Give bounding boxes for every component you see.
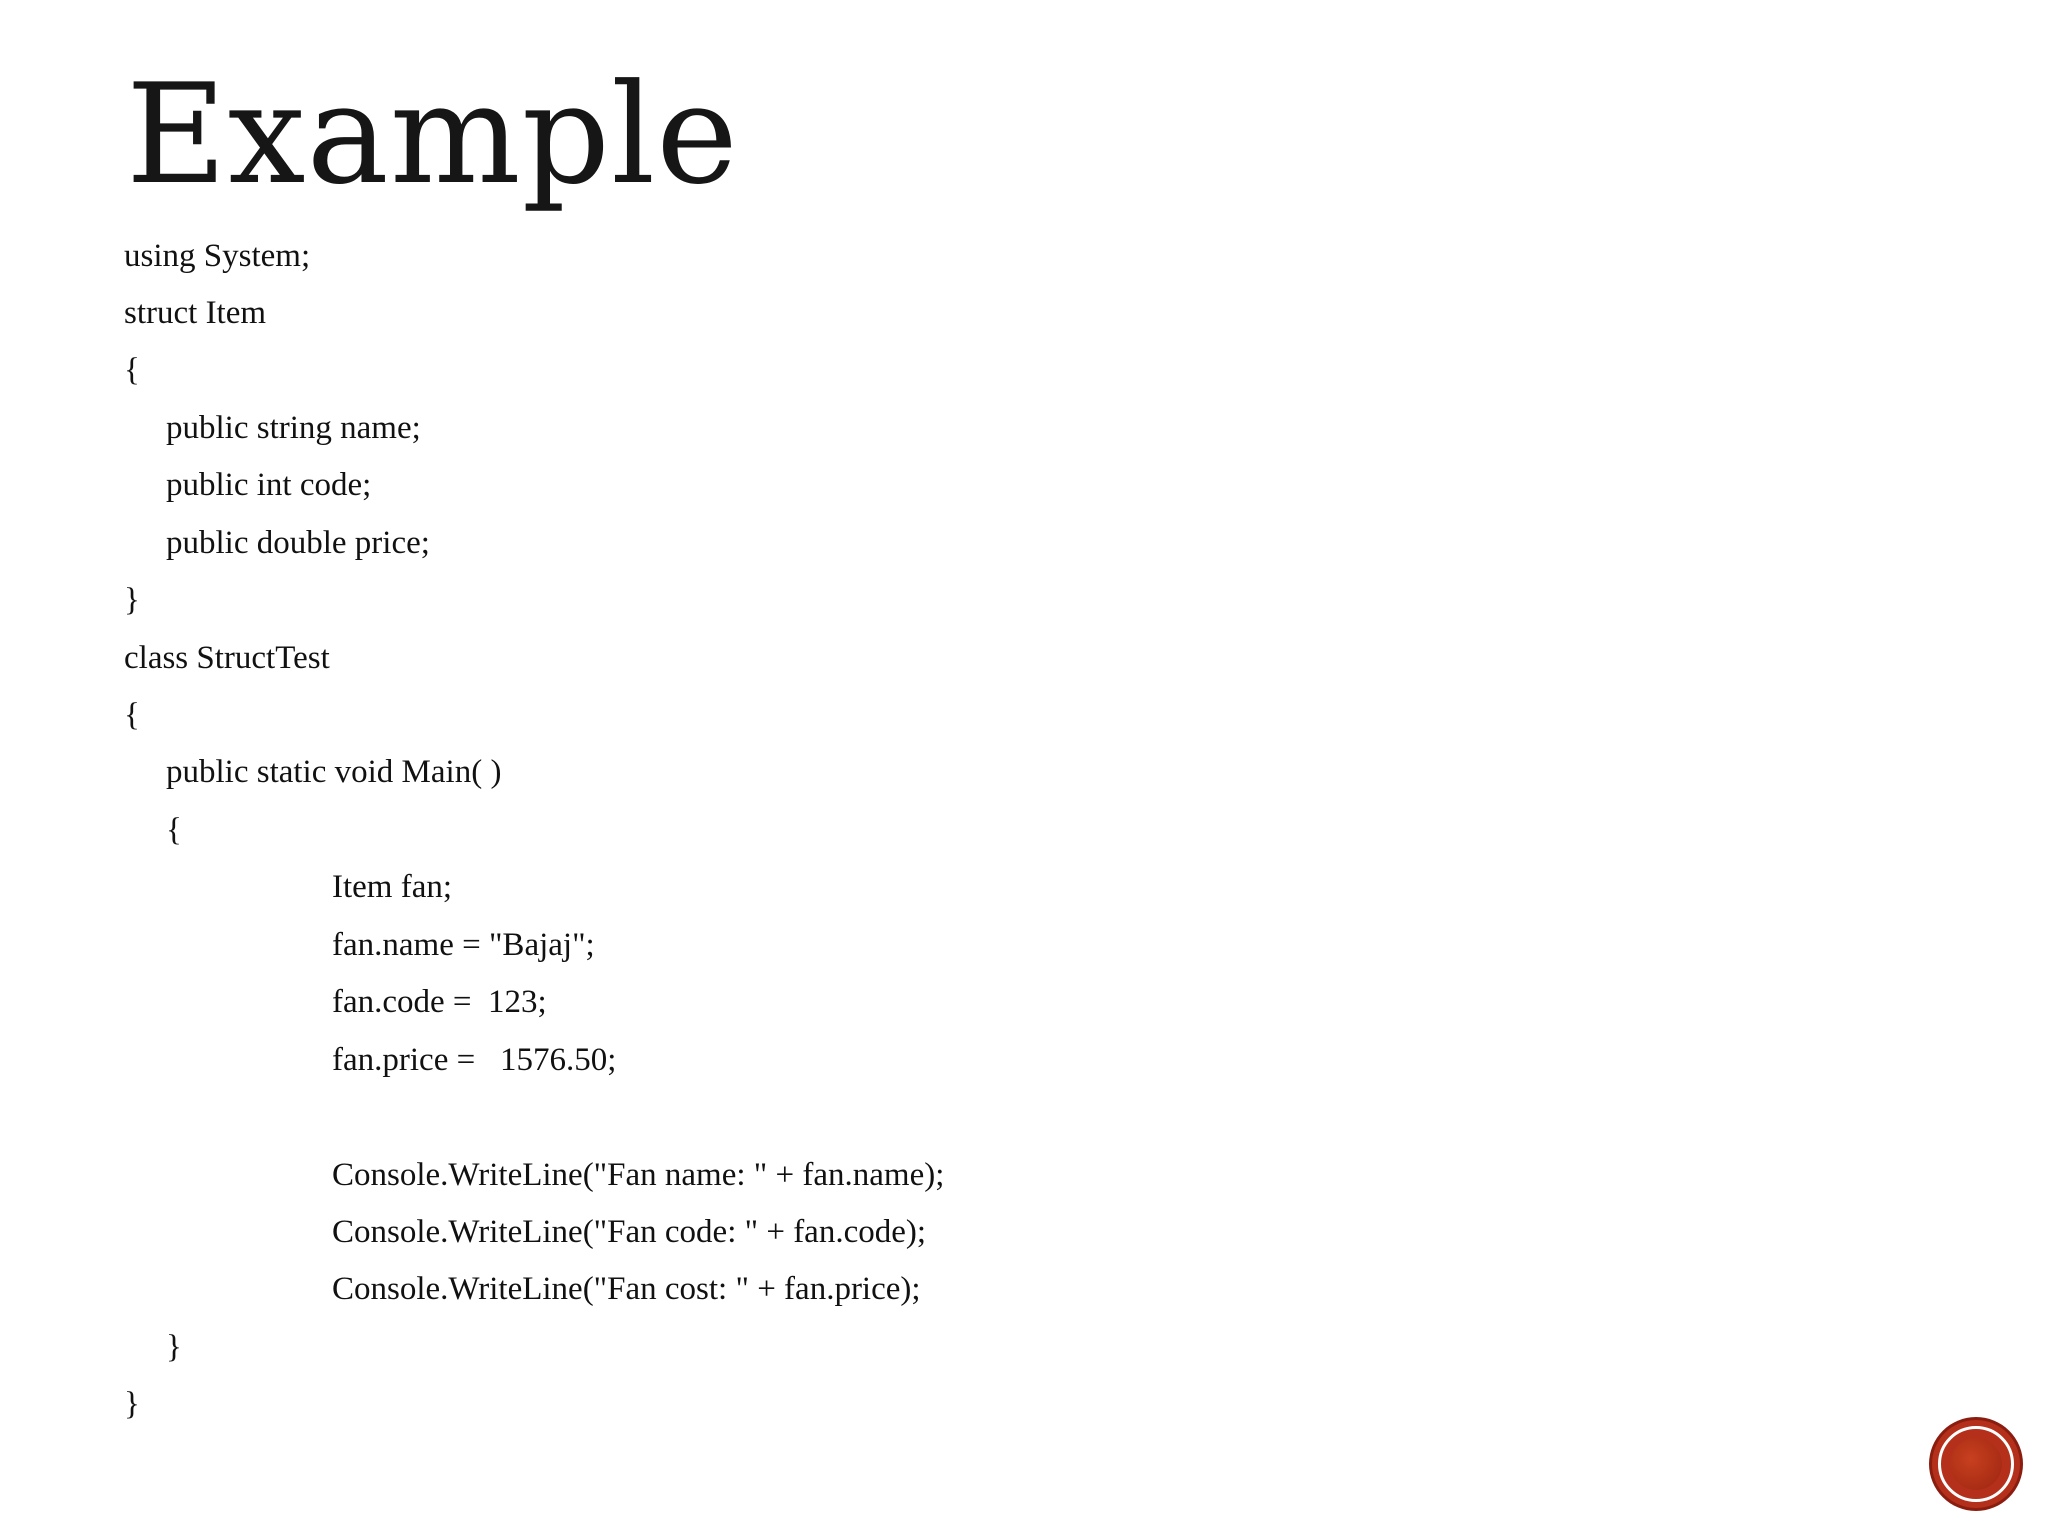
code-line: public double price; [166,525,430,561]
code-line: public string name; [166,410,421,446]
code-line: { [124,697,140,733]
badge-core [1950,1438,2002,1490]
code-line: struct Item [124,295,267,331]
code-line: } [124,1386,140,1422]
code-line: { [124,352,140,388]
code-line: fan.price = 1576.50; [332,1042,617,1078]
code-line: public static void Main( ) [166,754,502,790]
code-line: } [166,1329,182,1365]
code-line: public int code; [166,467,372,503]
code-line: fan.code = 123; [332,984,547,1020]
code-line: fan.name = "Bajaj"; [332,927,595,963]
code-line: Console.WriteLine("Fan cost: " + fan.price); [332,1271,921,1307]
code-line: Console.WriteLine("Fan code: " + fan.code); [332,1214,927,1250]
code-line: Console.WriteLine("Fan name: " + fan.name); [332,1157,945,1193]
code-line: class StructTest [124,640,330,676]
code-line: { [166,812,182,848]
code-line: } [124,582,140,618]
code-line: using System; [124,238,311,274]
code-line: Item fan; [332,869,453,905]
red-circle-badge-icon [1932,1420,2020,1508]
slide-title: Example [126,54,739,215]
